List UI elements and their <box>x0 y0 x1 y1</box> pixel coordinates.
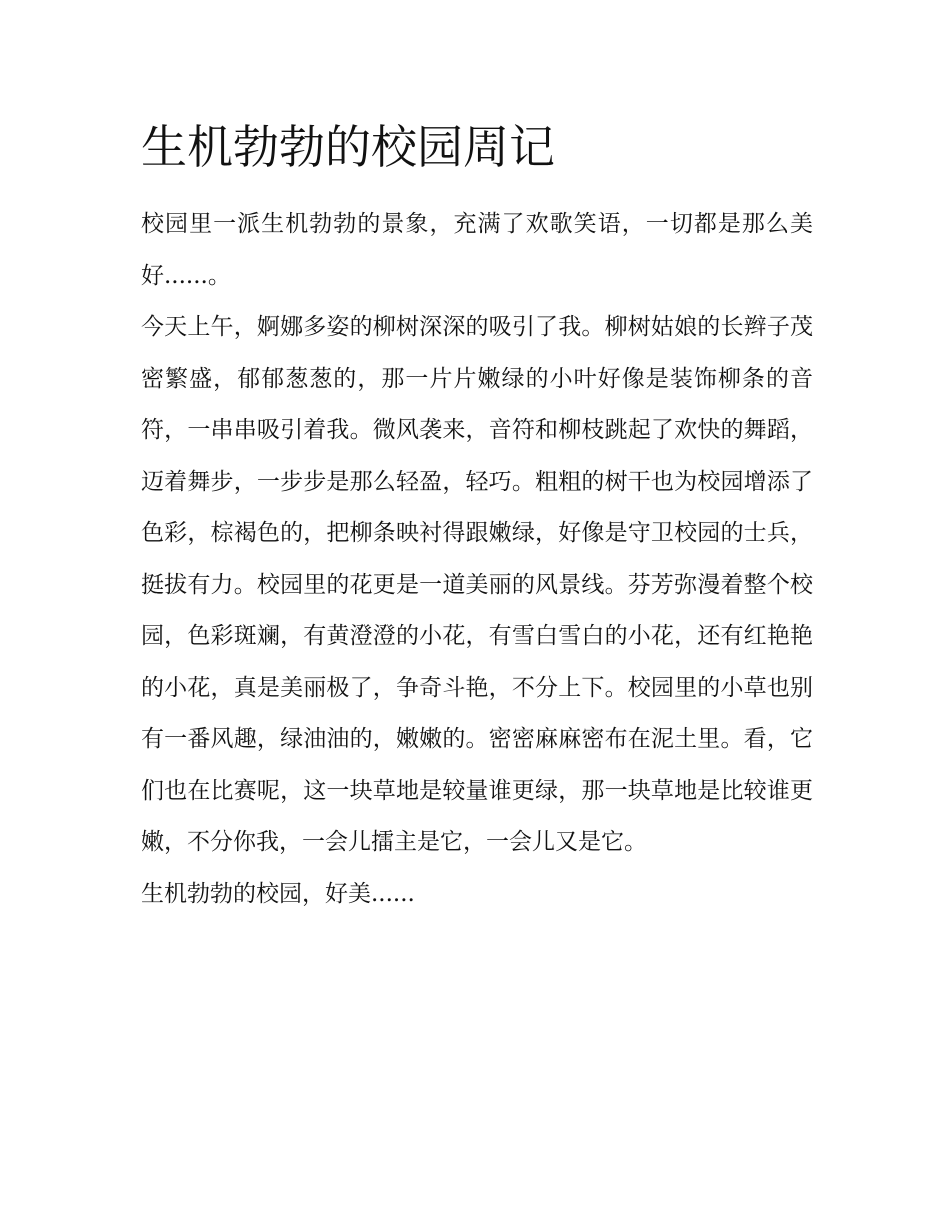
main-paragraph: 今天上午，婀娜多姿的柳树深深的吸引了我。柳树姑娘的长辫子茂密繁盛，郁郁葱葱的，那一片片嫩绿的小叶好像是装饰柳条的音符，一串串吸引着我。微风袭来，音符和柳枝跳起了欢快的舞蹈，迈着舞步，一步步是那么轻盈，轻巧。粗粗的树干也为校园增添了色彩，棕褐色的，把柳条映衬得跟嫩绿，好像是守卫校园的士兵，挺拔有力。校园里的花更是一道美丽的风景线。芬芳弥漫着整个校园，色彩斑斓，有黄澄澄的小花，有雪白雪白的小花，还有红艳艳的小花，真是美丽极了，争奇斗艳，不分上下。校园里的小草也别有一番风趣，绿油油的，嫩嫩的。密密麻麻密布在泥土里。看，它们也在比赛呢，这一块草地是较量谁更绿，那一块草地是比较谁更嫩，不分你我，一会儿擂主是它，一会儿又是它。 <box>141 314 813 855</box>
document-title: 生机勃勃的校园周记 <box>141 120 555 174</box>
intro-paragraph: 校园里一派生机勃勃的景象，充满了欢歌笑语，一切都是那么美好......。 <box>141 211 813 289</box>
closing-paragraph: 生机勃勃的校园，好美...... <box>141 880 415 907</box>
document-content <box>141 118 813 920</box>
